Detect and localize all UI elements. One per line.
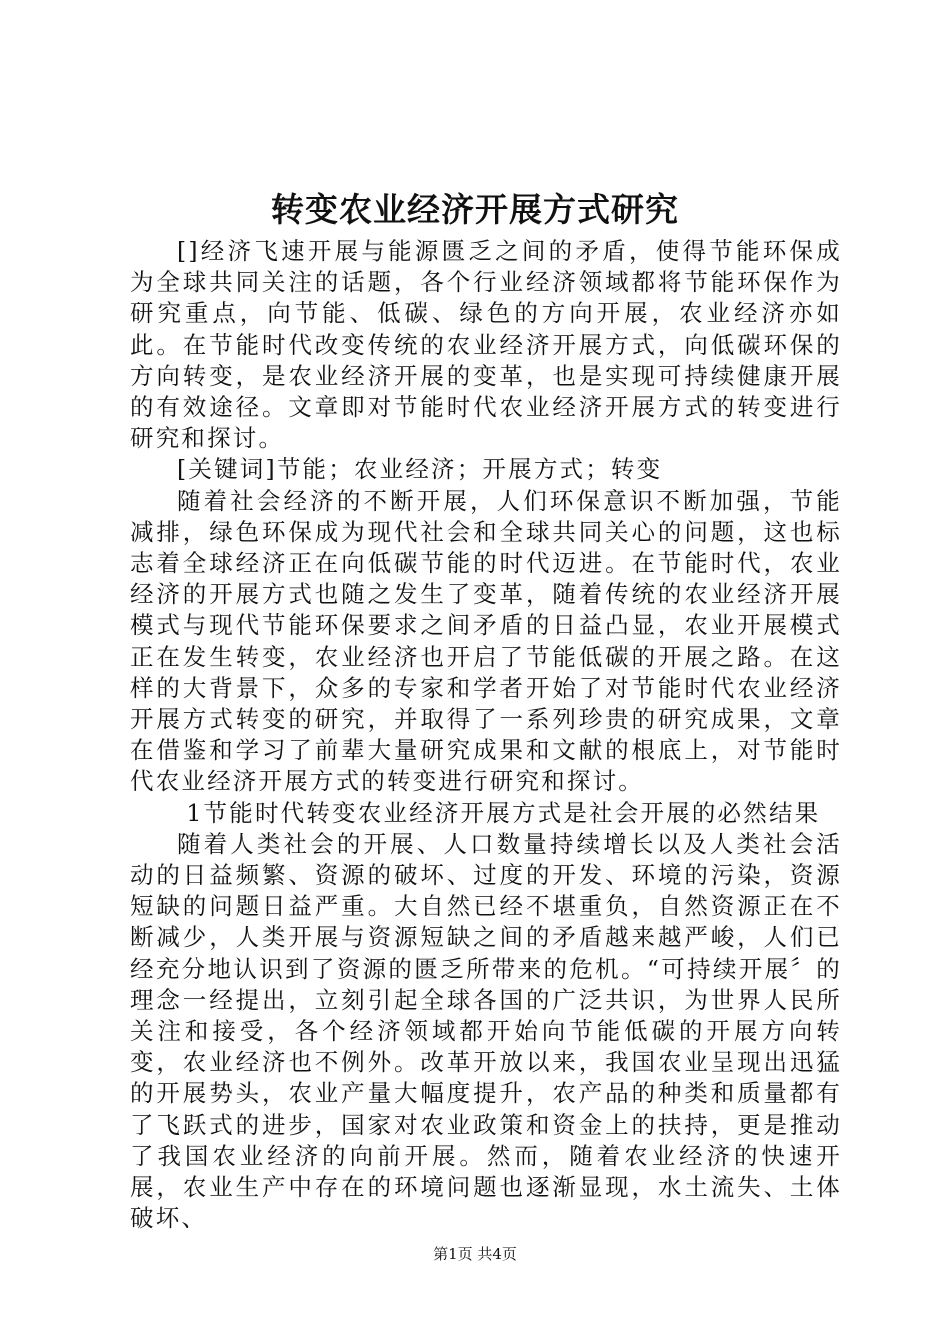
document-body [130,236,842,1235]
document-title: 转变农业经济开展方式研究 [271,190,679,229]
abstract-paragraph: []经济飞速开展与能源匮乏之间的矛盾，使得节能环保成为全球共同关注的话题，各个行业经济领域都将节能环保作为研究重点，向节能、低碳、绿色的方向开展，农业经济亦如此。在节能时代改变传统的农业经济开展方式，向低碳环保的方向转变，是农业经济开展的变革，也是实现可持续健康开展的有效途径。文章即对节能时代农业经济开展方式的转变进行研究和探讨。 [130,237,842,453]
intro-paragraph: 随着社会经济的不断开展，人们环保意识不断加强，节能减排，绿色环保成为现代社会和全球共同关心的问题，这也标志着全球经济正在向低碳节能的时代迈进。在节能时代，农业经济的开展方式也随之发生了变革，随着传统的农业经济开展模式与现代节能环保要求之间矛盾的日益凸显，农业开展模式正在发生转变，农业经济也开启了节能低碳的开展之路。在这样的大背景下，众多的专家和学者开始了对节能时代农业经济开展方式转变的研究，并取得了一系列珍贵的研究成果，文章在借鉴和学习了前辈大量研究成果和文献的根底上，对节能时代农业经济开展方式的转变进行研究和探讨。 [130,486,842,796]
page-footer: 第1页 共4页 [433,1245,517,1263]
section-paragraph: 随着人类社会的开展、人口数量持续增长以及人类社会活动的日益频繁、资源的破坏、过度的开发、环境的污染，资源短缺的问题日益严重。大自然已经不堪重负，自然资源正在不断减少，人类开展与资源短缺之间的矛盾越来越严峻，人们已经充分地认识到了资源的匮乏所带来的危机。“可持续开展〞的理念一经提出，立刻引起全球各国的广泛共识，为世界人民所关注和接受，各个经济领域都开始向节能低碳的开展方向转变，农业经济也不例外。改革开放以来，我国农业呈现出迅猛的开展势头，农业产量大幅度提升，农产品的种类和质量都有了飞跃式的进步，国家对农业政策和资金上的扶持，更是推动了我国农业经济的向前开展。然而，随着农业经济的快速开展，农业生产中存在的环境问题也逐渐显现，水土流失、土体破坏、 [130,829,842,1233]
section-heading: 1节能时代转变农业经济开展方式是社会开展的必然结果 [186,798,821,827]
keywords-paragraph: [关键词]节能；农业经济；开展方式；转变 [177,455,663,484]
